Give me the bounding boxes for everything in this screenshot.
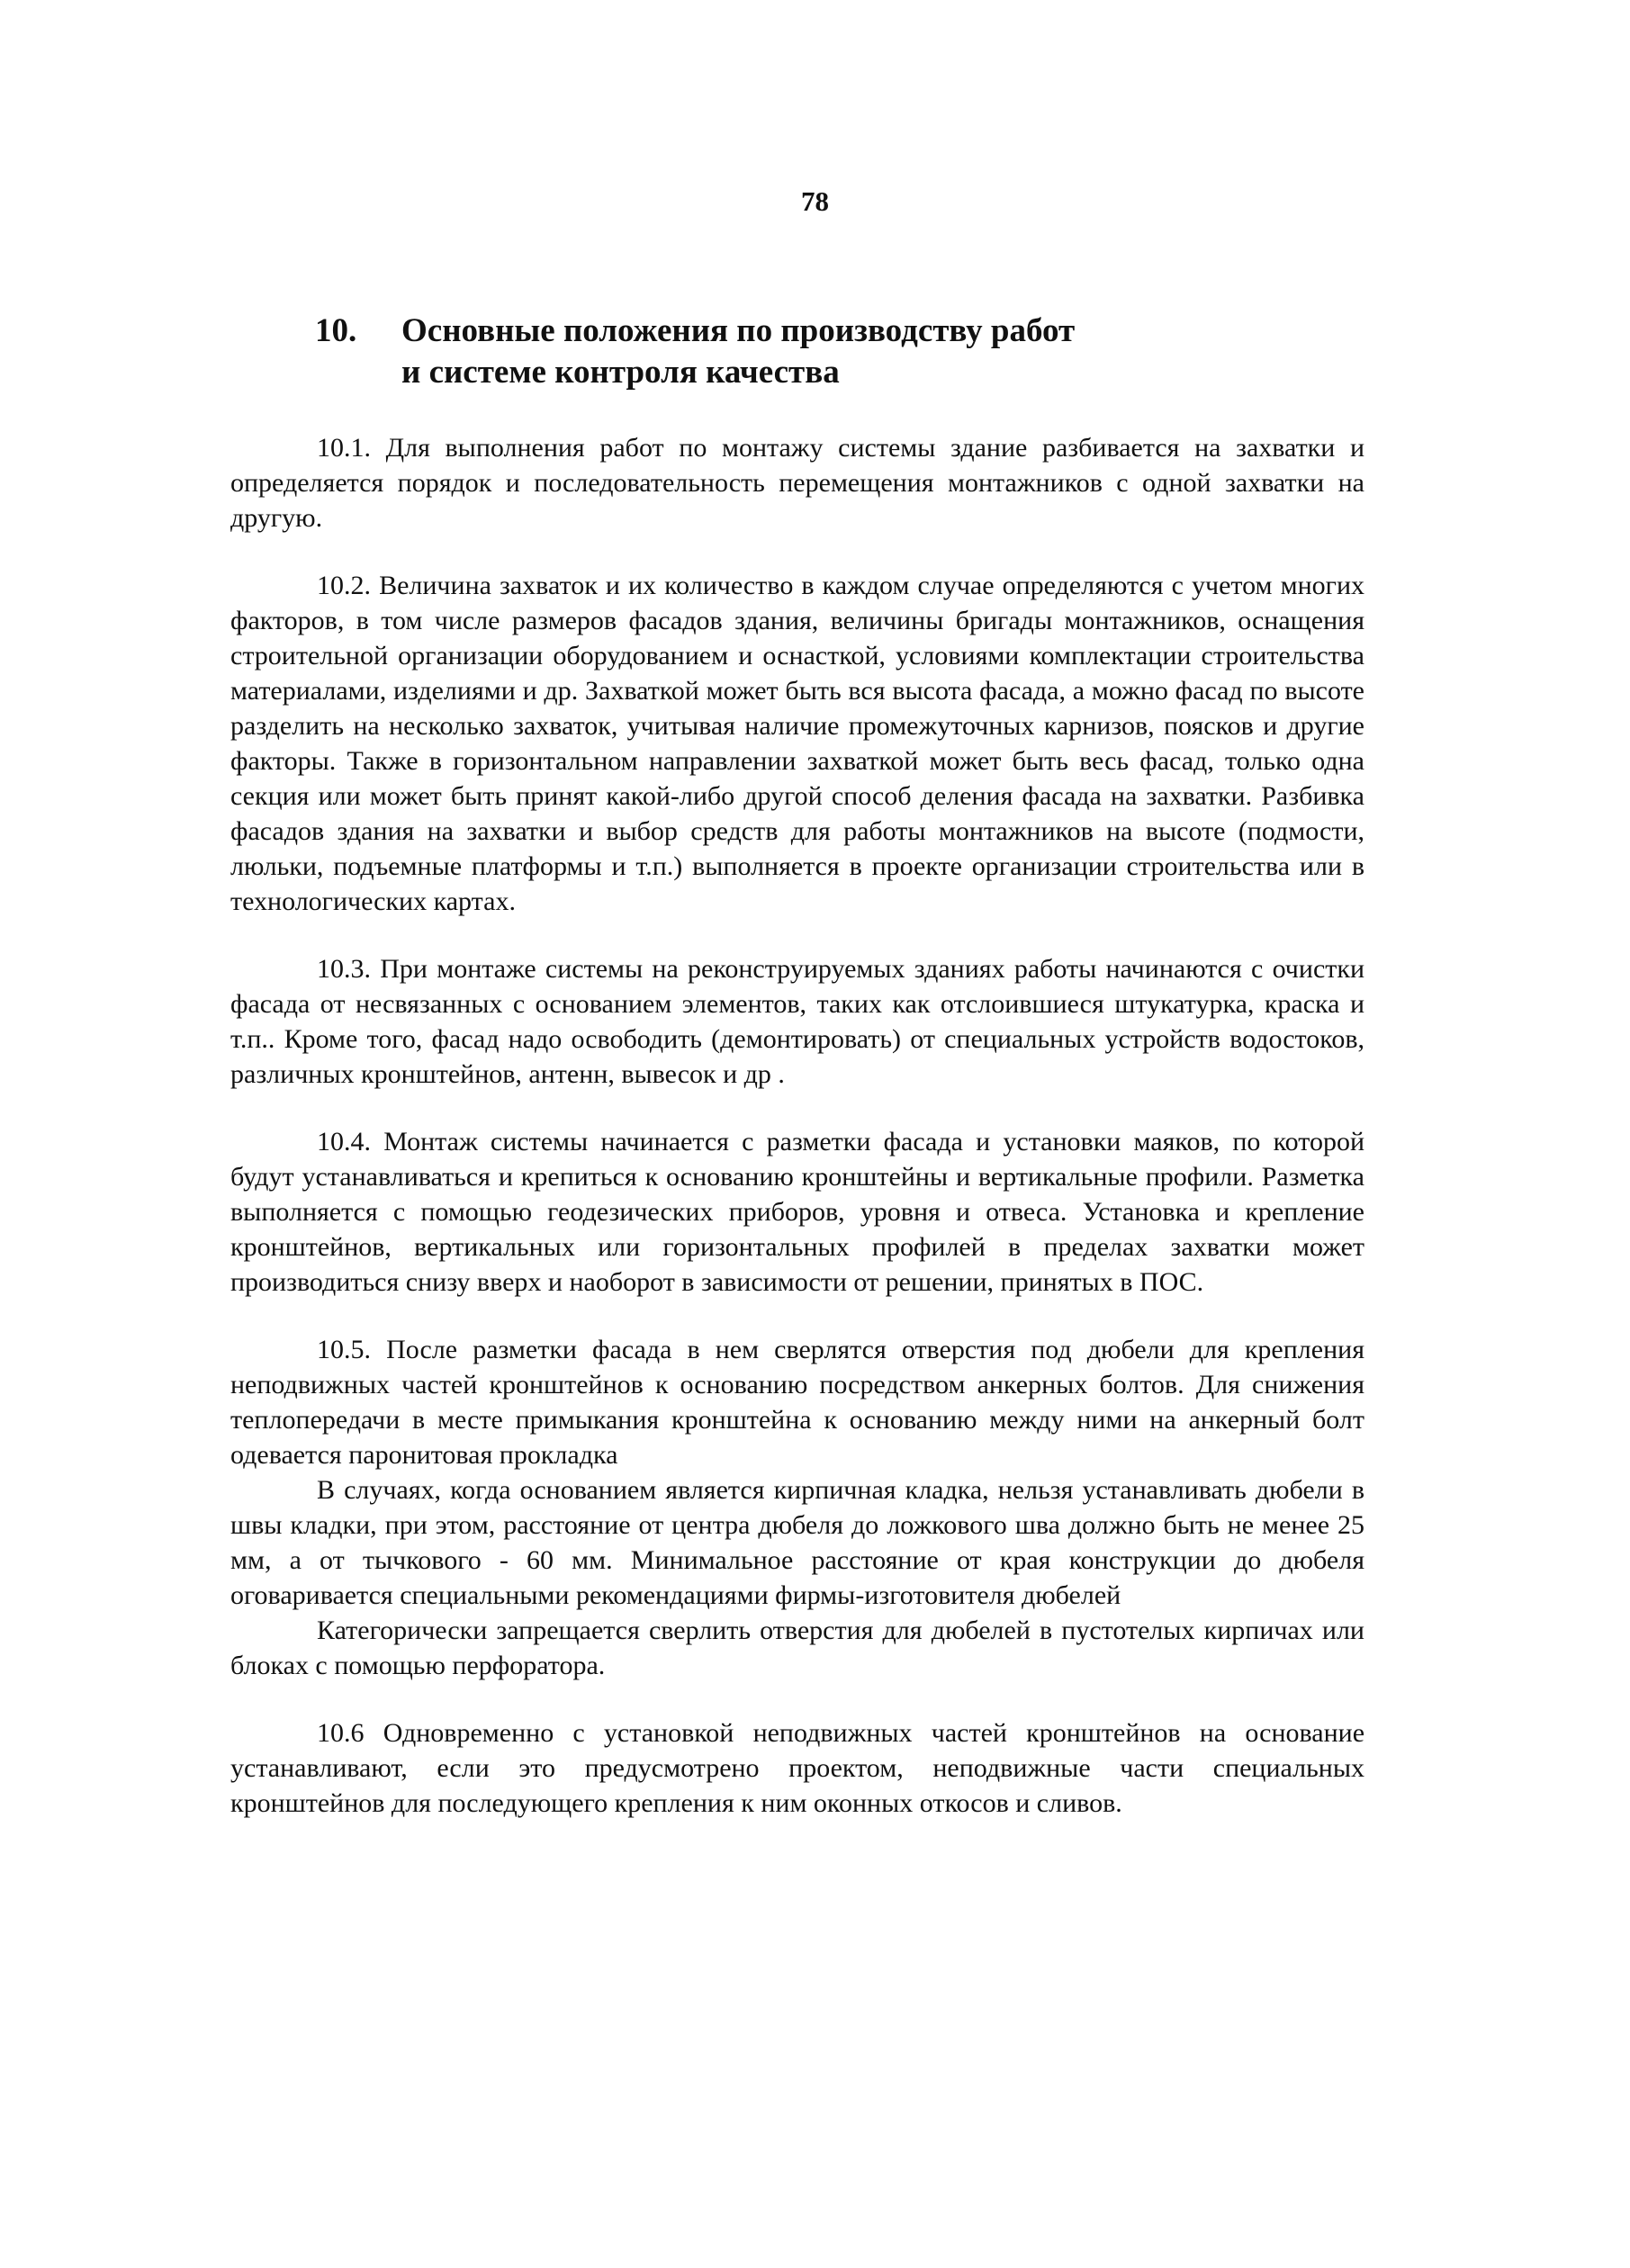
paragraph-10-4: [230, 1124, 1364, 1300]
page-number: 78: [801, 185, 829, 217]
paragraph-number: 10.5.: [317, 1335, 371, 1364]
paragraph-text: Одновременно с установкой неподвижных частей кронштейнов на основание устанавливают, если это предусмотрено проектом, неподвижные части специальных кронштейнов для последующего крепления к ним оконных откосов и сливов.: [230, 1718, 1365, 1818]
paragraph-10-5-brick: [230, 1472, 1364, 1613]
paragraph-10-3: [230, 951, 1364, 1092]
paragraph-10-5-prohibition: [230, 1613, 1364, 1683]
paragraph-text: Монтаж системы начинается с разметки фасада и установки маяков, по которой будут устанавливаться и крепиться к основанию кронштейны и вертикальные профили. Разметка выполняется с помощью геодезических приборов, уровня и отвеса. Установка и крепление кронштейнов, вертикальных или горизонтальных профилей в пределах захватки может производиться снизу вверх и наоборот в зависимости от решении, принятых в ПОС.: [230, 1127, 1365, 1297]
section-title-line-2: и системе контроля качества: [401, 354, 840, 391]
paragraph-text: Для выполнения работ по монтажу системы здание разбивается на захватки и определяется порядок и последовательность перемещения монтажников с одной захватки на другую.: [230, 433, 1364, 533]
paragraph-number: 10.1.: [317, 433, 371, 463]
section-number: 10.: [315, 312, 357, 349]
paragraph-text: Величина захваток и их количество в каждом случае определяются с учетом многих факторов, в том числе размеров фасадов здания, величины бригады монтажников, оснащения строительной организации оборудованием и оснасткой, условиями комплектации строительства материалами, изделиями и др. Захваткой может быть вся высота фасада, а можно фасад по высоте разделить на несколько захваток, учитывая наличие промежуточных карнизов, поясков и другие факторы. Также в горизонтальном направлении захваткой может быть весь фасад, только одна секция или может быть принят какой-либо другой способ деления фасада на захватки. Разбивка фасадов здания на захватки и выбор средств для работы монтажников на высоте (подмости, люльки, подъемные платформы и т.п.) выполняется в проекте организации строительства или в технологических картах.: [230, 571, 1364, 916]
paragraph-number: 10.2.: [317, 571, 371, 600]
section-title: [401, 310, 1211, 393]
paragraph-10-6: [230, 1715, 1364, 1821]
paragraph-10-2: [230, 568, 1364, 919]
paragraph-number: 10.4.: [317, 1127, 371, 1156]
paragraph-text: При монтаже системы на реконструируемых зданиях работы начинаются с очистки фасада от несвязанных с основанием элементов, таких как отслоившиеся штукатурка, краска и т.п.. Кроме того, фасад надо освободить (демонтировать) от специальных устройств водостоков, различных кронштейнов, антенн, вывесок и др .: [230, 954, 1365, 1089]
section-title-line-1: Основные положения по производству работ: [401, 312, 1076, 349]
paragraph-10-5: [230, 1332, 1364, 1472]
paragraph-text: В случаях, когда основанием является кирпичная кладка, нельзя устанавливать дюбели в швы кладки, при этом, расстояние от центра дюбеля до ложкового шва должно быть не менее 25 мм, а от тычкового - 60 мм. Минимальное расстояние от края конструкции до дюбеля оговаривается специальными рекомендациями фирмы-изготовителя дюбелей: [230, 1475, 1364, 1610]
paragraph-10-1: [230, 430, 1364, 536]
paragraph-number: 10.3.: [317, 954, 371, 984]
paragraph-text: После разметки фасада в нем сверлятся отверстия под дюбели для крепления неподвижных частей кронштейнов к основанию посредством анкерных болтов. Для снижения теплопередачи в месте примыкания кронштейна к основанию между ними на анкерный болт одевается паронитовая прокладка: [230, 1335, 1365, 1470]
paragraph-number: 10.6: [317, 1718, 365, 1748]
paragraph-text: Категорически запрещается сверлить отверстия для дюбелей в пустотелых кирпичах или блоках с помощью перфоратора.: [230, 1616, 1364, 1680]
document-body: [230, 430, 1364, 1821]
